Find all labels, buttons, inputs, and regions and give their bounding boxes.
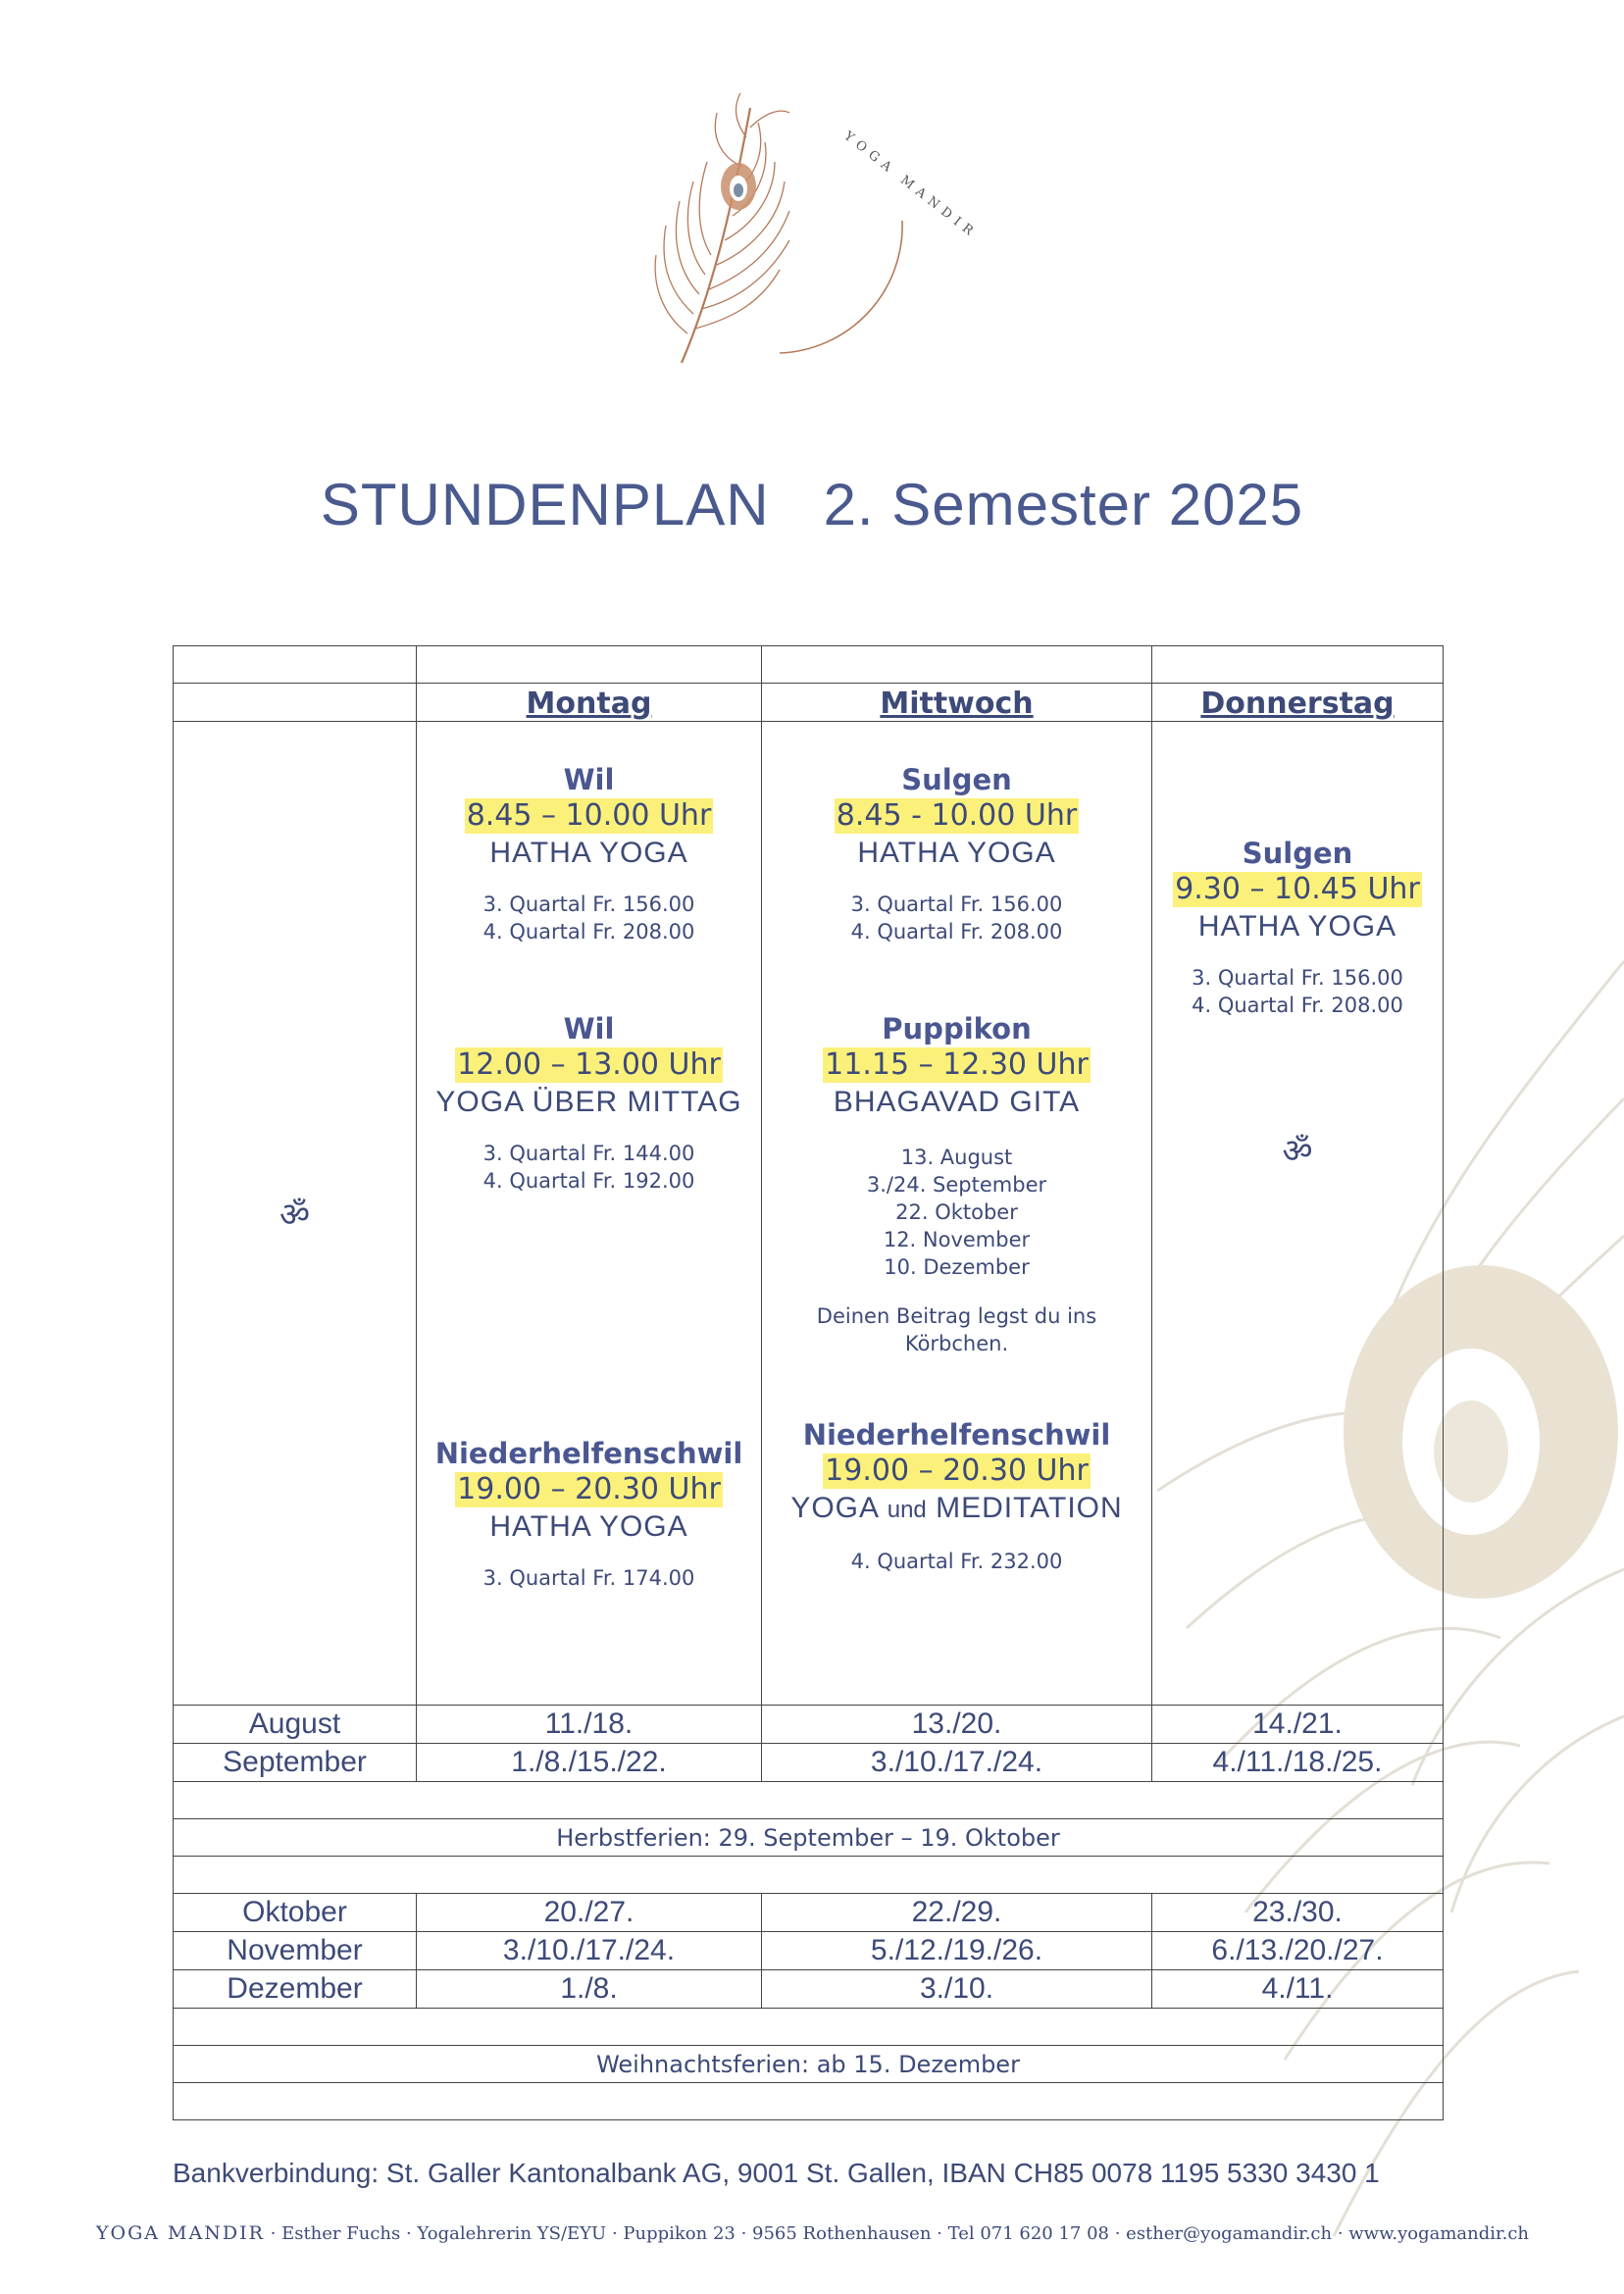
course-block — [762, 761, 1151, 945]
title-left: STUNDENPLAN — [320, 472, 770, 537]
table-row — [174, 2009, 1444, 2046]
month-dates-montag: 1./8. — [417, 1970, 762, 2009]
course-title-a: YOGA — [790, 1492, 879, 1524]
table-row — [174, 646, 1444, 684]
bank-details: Bankverbindung: St. Galler Kantonalbank AG, 9001 St. Gallen, IBAN CH85 0078 1195 5330 3430 1 — [173, 2158, 1380, 2188]
table-row — [174, 2083, 1444, 2120]
course-title-b: MEDITATION — [936, 1492, 1123, 1524]
course-price: 3. Quartal Fr. 144.00 — [482, 1142, 695, 1165]
month-label: Oktober — [174, 1894, 417, 1932]
course-time: 8.45 – 10.00 Uhr — [466, 798, 712, 833]
month-dates-montag: 3./10./17./24. — [417, 1932, 762, 1970]
footer-brand: YOGA MANDIR — [96, 2222, 265, 2244]
page-title — [0, 471, 1624, 538]
month-dates-donnerstag: 23./30. — [1152, 1894, 1444, 1932]
course-block — [417, 761, 761, 945]
table-row — [174, 1857, 1444, 1894]
christmas-holiday-note: Weihnachtsferien: ab 15. Dezember — [174, 2046, 1444, 2083]
autumn-holiday-note: Herbstferien: 29. September – 19. Oktober — [174, 1819, 1444, 1857]
course-time: 12.00 – 13.00 Uhr — [457, 1047, 721, 1082]
course-place: Sulgen — [901, 763, 1012, 796]
table-row-month — [174, 1970, 1444, 2009]
course-block — [417, 1010, 761, 1195]
month-dates-montag: 11./18. — [417, 1706, 762, 1744]
course-note: Körbchen. — [904, 1332, 1009, 1355]
course-title — [762, 1489, 1151, 1530]
course-block — [417, 1435, 761, 1592]
course-title: HATHA YOGA — [489, 1510, 688, 1543]
table-row-month — [174, 1894, 1444, 1932]
course-place: Wil — [563, 1012, 615, 1045]
course-time: 8.45 - 10.00 Uhr — [836, 798, 1078, 833]
peacock-feather-icon — [642, 69, 981, 373]
course-price: 3. Quartal Fr. 156.00 — [1192, 966, 1403, 990]
title-right: 2. Semester 2025 — [823, 472, 1304, 537]
course-title-und: und — [887, 1497, 927, 1523]
course-block — [762, 1010, 1151, 1357]
course-date: 22. Oktober — [895, 1200, 1018, 1224]
table-row-month — [174, 1932, 1444, 1970]
montag-courses — [417, 722, 762, 1706]
yoga-mandir-logo — [642, 69, 981, 373]
table-row-month — [174, 1706, 1444, 1744]
month-label: Dezember — [174, 1970, 417, 2009]
course-title: YOGA ÜBER MITTAG — [435, 1086, 742, 1118]
table-row-holiday — [174, 1819, 1444, 1857]
course-place: Sulgen — [1242, 837, 1353, 870]
table-row-holiday — [174, 2046, 1444, 2083]
table-row-days — [174, 684, 1444, 722]
om-icon: ॐ — [279, 1196, 310, 1235]
month-dates-mittwoch: 5./12./19./26. — [762, 1932, 1152, 1970]
course-block — [762, 1416, 1151, 1575]
course-time: 11.15 – 12.30 Uhr — [825, 1047, 1089, 1082]
month-dates-mittwoch: 13./20. — [762, 1706, 1152, 1744]
course-time: 19.00 – 20.30 Uhr — [825, 1453, 1089, 1488]
day-header-montag: Montag — [417, 684, 762, 722]
month-dates-mittwoch: 22./29. — [762, 1894, 1152, 1932]
course-place: Niederhelfenschwil — [434, 1437, 743, 1470]
course-price: 4. Quartal Fr. 208.00 — [850, 920, 1063, 943]
month-label: November — [174, 1932, 417, 1970]
course-title: HATHA YOGA — [857, 837, 1056, 869]
day-header-donnerstag: Donnerstag — [1152, 684, 1444, 722]
course-title: HATHA YOGA — [489, 837, 688, 869]
course-price: 3. Quartal Fr. 156.00 — [850, 892, 1063, 916]
table-row-courses — [174, 722, 1444, 1706]
course-place: Puppikon — [882, 1012, 1032, 1045]
month-dates-donnerstag: 4./11./18./25. — [1152, 1744, 1444, 1782]
schedule-table — [173, 645, 1444, 2120]
course-title: HATHA YOGA — [1197, 910, 1397, 943]
table-row — [174, 1782, 1444, 1819]
course-time: 19.00 – 20.30 Uhr — [457, 1472, 721, 1506]
day-header-mittwoch: Mittwoch — [762, 684, 1152, 722]
course-note: Deinen Beitrag legst du ins — [816, 1304, 1097, 1328]
course-price: 3. Quartal Fr. 174.00 — [482, 1566, 695, 1590]
footer-contact: · Esther Fuchs · Yogalehrerin YS/EYU · Puppikon 23 · 9565 Rothenhausen · Tel 071 620 17 08 · esther@yogamandir.ch · www.yogamandir.ch — [264, 2223, 1530, 2244]
om-cell — [174, 722, 417, 1706]
mittwoch-courses — [762, 722, 1152, 1706]
month-label: August — [174, 1706, 417, 1744]
course-time: 9.30 – 10.45 Uhr — [1175, 872, 1420, 906]
course-price: 4. Quartal Fr. 208.00 — [482, 920, 695, 943]
donnerstag-courses — [1152, 722, 1444, 1706]
table-row-month — [174, 1744, 1444, 1782]
course-price: 4. Quartal Fr. 192.00 — [482, 1169, 695, 1193]
course-price: 4. Quartal Fr. 232.00 — [850, 1550, 1063, 1573]
month-dates-donnerstag: 4./11. — [1152, 1970, 1444, 2009]
course-date: 13. August — [900, 1146, 1013, 1169]
month-dates-montag: 20./27. — [417, 1894, 762, 1932]
course-place: Wil — [563, 763, 615, 796]
course-price: 4. Quartal Fr. 208.00 — [1192, 994, 1403, 1017]
month-dates-montag: 1./8./15./22. — [417, 1744, 762, 1782]
month-dates-donnerstag: 14./21. — [1152, 1706, 1444, 1744]
course-title: BHAGAVAD GITA — [833, 1086, 1081, 1118]
month-dates-donnerstag: 6./13./20./27. — [1152, 1932, 1444, 1970]
course-price: 3. Quartal Fr. 156.00 — [482, 892, 695, 916]
month-label: September — [174, 1744, 417, 1782]
footer — [96, 2222, 1529, 2244]
om-icon: ॐ — [1282, 1132, 1313, 1171]
logo-text: YOGA MANDIR — [840, 128, 981, 242]
course-date: 12. November — [883, 1228, 1031, 1251]
month-dates-mittwoch: 3./10./17./24. — [762, 1744, 1152, 1782]
course-place: Niederhelfenschwil — [802, 1418, 1111, 1452]
course-date: 10. Dezember — [884, 1255, 1030, 1279]
course-date: 3./24. September — [866, 1173, 1047, 1197]
month-dates-mittwoch: 3./10. — [762, 1970, 1152, 2009]
course-block — [1152, 835, 1443, 1019]
